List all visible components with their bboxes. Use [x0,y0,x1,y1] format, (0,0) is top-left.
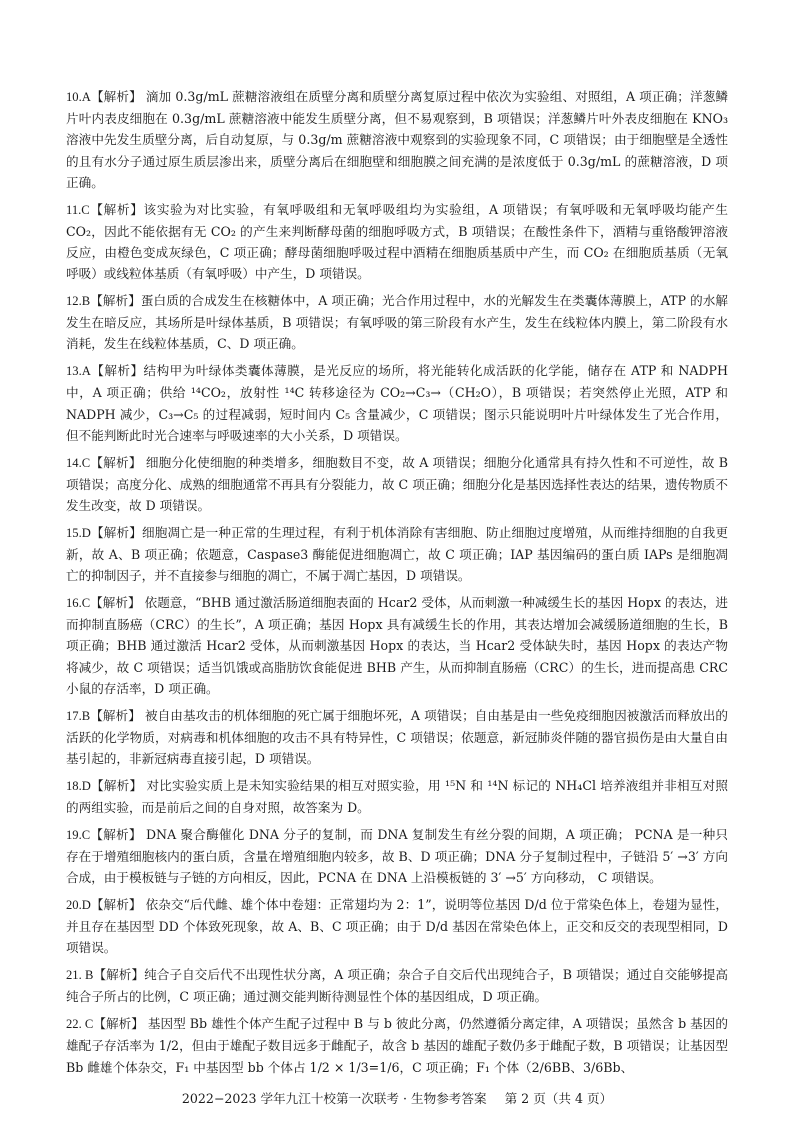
answer-item-22 [66,1013,728,1078]
page-footer [0,1090,794,1108]
item-number: 17.B [66,708,91,723]
answer-item-19 [66,824,728,889]
answer-item-10 [66,86,728,193]
item-text: 【解析】 基因型 Bb 雄性个体产生配子过程中 B 与 b 彼此分离，仍然遵循分离定律，A 项错误；虽然含 b 基因的雄配子存活率为 1/2，但由于雄配子数目远多于雌配子，故含 b 基因的雄配子数仍多于雌配子数，B 项错误；让基因型 Bb 雌雄个体杂交，F₁ 中基因型 bb 个体占 1/2 × 1/3=1/6，C 项正确；F₁ 个体（2/6BB、3/6Bb、 [66,1016,728,1075]
footer-title: 2022−2023 学年九江十校第一次联考 · 生物参考答案 [181,1091,487,1106]
item-text: 【解析】 对比实验实质上是未知实验结果的相互对照实验，用 ¹⁵N 和 ¹⁴N 标记的 NH₄Cl 培养液组并非相互对照的两组实验，而是前后之间的自身对照，故答案为 D。 [66,777,728,816]
item-text: 【解析】该实验为对比实验，有氧呼吸组和无氧呼吸组均为实验组，A 项错误；有氧呼吸和无氧呼吸均能产生 CO₂，因此不能依据有无 CO₂ 的产生来判断酵母菌的细胞呼吸方式，B 项错误；在酸性条件下，酒精与重铬酸钾溶液反应，由橙色变成灰绿色，C 项正确；酵母菌细胞呼吸过程中酒精在细胞质基质中产生，而 CO₂ 在细胞质基质（无氧呼吸）或线粒体基质（有氧呼吸）中产生，D 项错误。 [66,201,728,282]
item-text: 【解析】 被自由基攻击的机体细胞的死亡属于细胞坏死，A 项错误；自由基是由一些免疫细胞因被激活而释放出的活跃的化学物质，对病毒和机体细胞的攻击不具有特异性，C 项错误；依题意，新冠肺炎伴随的器官损伤是由大量自由基引起的，非新冠病毒直接引起，D 项错误。 [66,707,728,767]
item-text: 【解析】蛋白质的合成发生在核糖体中，A 项正确；光合作用过程中，水的光解发生在类囊体薄膜上，ATP 的水解发生在暗反应，其场所是叶绿体基质，B 项错误；有氧呼吸的第三阶段有水产生，发生在线粒体内膜上，第二阶段有水消耗，发生在线粒体基质，C、D 项正确。 [66,293,728,352]
item-number: 18.D [66,778,91,793]
answer-item-15 [66,522,728,587]
answer-item-13 [66,360,728,446]
item-number: 14.C [66,455,91,470]
answer-item-11 [66,199,728,285]
item-number: 11.C [66,202,90,217]
answer-item-17 [66,705,728,770]
answer-item-14 [66,452,728,517]
item-text: 【解析】 依题意，“BHB 通过激活肠道细胞表面的 Hcar2 受体，从而刺激一种减缓生长的基因 Hopx 的表达，进而抑制直肠癌（CRC）的生长”，A 项正确；基因 Hopx 具有减缓生长的作用，其表达增加会减缓肠道细胞的生长，B 项正确；BHB 通过激活 Hcar2 受体，从而刺激基因 Hopx 的表达，当 Hcar2 受体缺失时，基因 Hopx 的表达产物将减少，故 C 项错误；适当饥饿或高脂肪饮食能促进 BHB 产生，从而抑制直肠癌（CRC）的生长，进而提高患 CRC 小鼠的存活率，D 项正确。 [66,595,728,696]
item-text: 【解析】纯合子自交后代不出现性状分离，A 项正确；杂合子自交后代出现纯合子，B 项错误；通过自交能够提高纯合子所占的比例，C 项正确；通过测交能判断待测显性个体的基因组成，D 项正确。 [66,967,728,1005]
item-text: 【解析】 依杂交“后代雌、雄个体中卷翅：正常翅均为 2：1”，说明等位基因 D/d 位于常染色体上，卷翅为显性，并且存在基因型 DD 个体致死现象，故 A、B、C 项正确；由于 D/d 基因在常染色体上，正交和反交的表现型相同，D 项错误。 [66,897,728,956]
item-number: 20.D [66,898,91,913]
answer-item-12 [66,290,728,355]
item-text: 【解析】细胞凋亡是一种正常的生理过程，有利于机体消除有害细胞、防止细胞过度增殖，从而维持细胞的自我更新，故 A、B 项正确；依题意，Caspase3 酶能促进细胞凋亡，故 C 项正确；IAP 基因编码的蛋白质 IAPs 是细胞凋亡的抑制因子，并不直接参与细胞的凋亡，不属于凋亡基因，D 项错误。 [66,524,728,584]
item-number: 16.C [66,596,91,611]
answer-item-21 [66,964,728,1007]
item-number: 21. B [66,968,94,983]
item-number: 12.B [66,294,91,309]
item-text: 【解析】 细胞分化使细胞的种类增多，细胞数目不变，故 A 项错误；细胞分化通常具有持久性和不可逆性，故 B 项错误；高度分化、成熟的细胞通常不再具有分裂能力，故 C 项正确；细胞分化是基因选择性表达的结果，遗传物质不发生改变，故 D 项错误。 [66,454,728,514]
item-number: 22. C [66,1017,94,1032]
answer-item-18 [66,775,728,818]
item-text: 【解析】结构甲为叶绿体类囊体薄膜，是光反应的场所，将光能转化成活跃的化学能，储存在 ATP 和 NADPH 中，A 项正确；供给 ¹⁴CO₂，放射性 ¹⁴C 转移途径为 CO₂→C₃→（CH₂O），B 项错误；若突然停止光照，ATP 和 NADPH 减少，C₃→C₅ 的过程减弱，短时间内 C₅ 含量减少，C 项错误；图示只能说明叶片叶绿体发生了光合作用，但不能判断此时光合速率与呼吸速率的大小关系，D 项错误。 [66,363,728,443]
item-text: 【解析】 滴加 0.3g/mL 蔗糖溶液组在质壁分离和质壁分离复原过程中依次为实验组、对照组，A 项正确；洋葱鳞片叶内表皮细胞在 0.3g/mL 蔗糖溶液中能发生质壁分离，但不易观察到，B 项错误；洋葱鳞片叶外表皮细胞在 KNO₃溶液中先发生质壁分离，后自动复原，与 0.3g/m 蔗糖溶液中观察到的实验现象不同，C 项错误；由于细胞壁是全透性的且有水分子通过原生质层渗出来，质壁分离后在细胞壁和细胞膜之间充满的是浓度低于 0.3g/mL 的蔗糖溶液，D 项正确。 [66,89,728,190]
item-text: 【解析】 DNA 聚合酶催化 DNA 分子的复制，而 DNA 复制发生有丝分裂的间期，A 项正确； PCNA 是一种只存在于增殖细胞核内的蛋白质，含量在增殖细胞内较多，故 B、D 项正确；DNA 分子复制过程中，子链沿 5′ →3′ 方向合成，由于模板链与子链的方向相反，因此，PCNA 在 DNA 上沿模板链的 3′ →5′ 方向移动， C 项错误。 [66,826,728,886]
item-number: 10.A [66,90,91,104]
answer-item-20 [66,894,728,959]
footer-page-number: 第 2 页（共 4 页） [504,1091,613,1106]
answer-list [66,86,728,1083]
item-number: 13.A [66,364,91,379]
answer-item-16 [66,592,728,699]
item-number: 19.C [66,827,91,842]
item-number: 15.D [66,525,91,540]
